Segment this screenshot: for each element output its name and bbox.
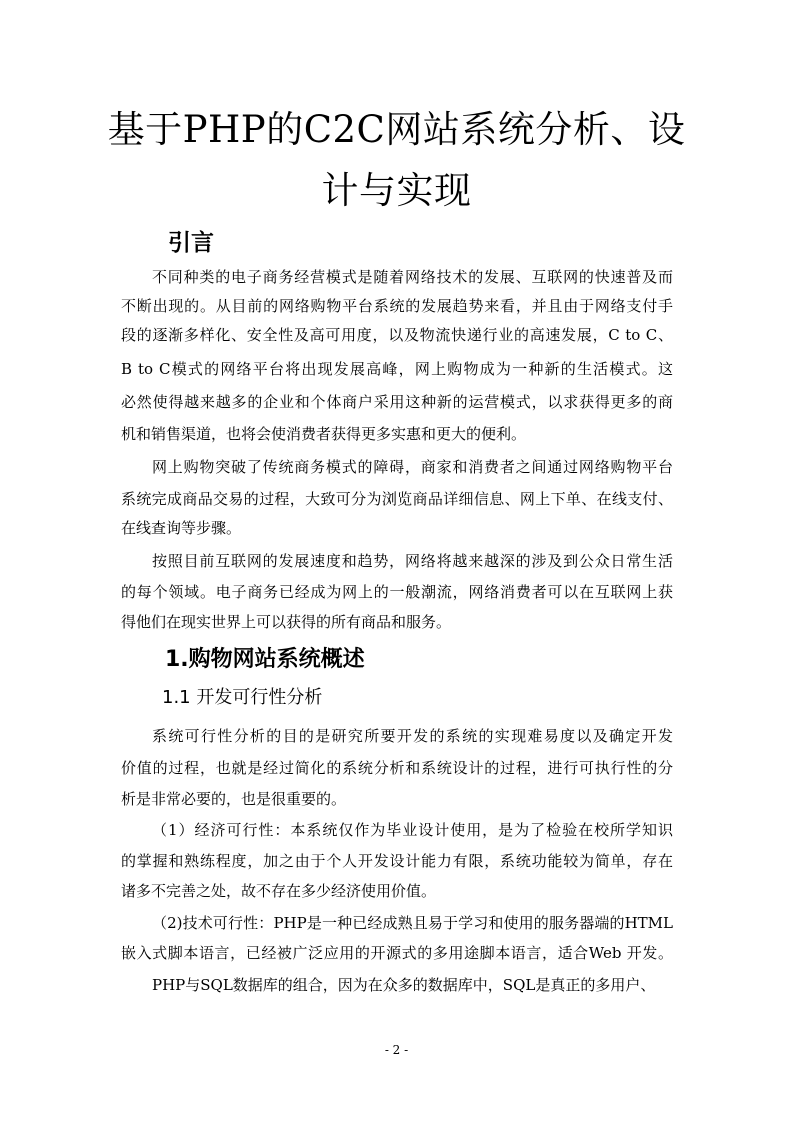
subsection-heading: 1.1 开发可行性分析 [162,687,323,708]
paragraph-line: （1）经济可行性：本系统仅作为毕业设计使用，是为了检验在校所学知识 [152,821,673,839]
page-number: - 2 - [384,1043,409,1057]
paragraph-line: 的掌握和熟练程度，加之由于个人开发设计能力有限，系统功能较为简单，存在 [121,852,673,870]
paragraph-line: 段的逐渐多样化、安全性及高可用度，以及物流快递行业的高速发展，C to C、 [121,326,673,344]
paragraph-line: 析是非常必要的，也是很重要的。 [121,790,347,808]
paragraph-line: 必然使得越来越多的企业和个体商户采用这种新的运营模式，以求获得更多的商 [121,393,673,411]
paragraph-line: 在线查询等步骤。 [121,519,242,537]
paragraph-line: 机和销售渠道，也将会使消费者获得更多实惠和更大的便利。 [121,425,527,443]
paragraph-line: 系统可行性分析的目的是研究所要开发的系统的实现难易度以及确定开发 [152,727,673,745]
paragraph-line: 得他们在现实世界上可以获得的所有商品和服务。 [121,613,452,631]
paragraph-line: 诸多不完善之处，故不存在多少经济使用价值。 [121,882,437,900]
paragraph-line: 系统完成商品交易的过程，大致可分为浏览商品详细信息、网上下单、在线支付、 [121,490,673,508]
document-title-line-2: 计与实现 [321,169,472,212]
section-heading: 1.购物网站系统概述 [165,647,365,672]
paragraph-line: B to C模式的网络平台将出现发展高峰，网上购物成为一种新的生活模式。这 [121,360,673,378]
paragraph-line: PHP与SQL数据库的组合，因为在众多的数据库中，SQL是真正的多用户、 [152,976,656,994]
paragraph-line: 价值的过程，也就是经过简化的系统分析和系统设计的过程，进行可执行性的分 [121,759,673,777]
document-title-line-1: 基于PHP的C2C网站系统分析、设 [107,108,686,151]
paragraph-line: 嵌入式脚本语言，已经被广泛应用的开源式的多用途脚本语言，适合Web 开发。 [121,944,673,962]
intro-heading: 引言 [168,230,214,256]
paragraph-line: （2)技术可行性：PHP是一种已经成熟且易于学习和使用的服务器端的HTML [152,914,673,932]
paragraph-line: 网上购物突破了传统商务模式的障碍，商家和消费者之间通过网络购物平台 [152,458,673,476]
paragraph-line: 不断出现的。从目前的网络购物平台系统的发展趋势来看，并且由于网络支付手 [121,297,673,315]
paragraph-line: 不同种类的电子商务经营模式是随着网络技术的发展、互联网的快速普及而 [152,268,673,286]
paragraph-line: 按照目前互联网的发展速度和趋势，网络将越来越深的涉及到公众日常生活 [152,552,673,570]
paragraph-line: 的每个领域。电子商务已经成为网上的一般潮流，网络消费者可以在互联网上获 [121,583,673,601]
